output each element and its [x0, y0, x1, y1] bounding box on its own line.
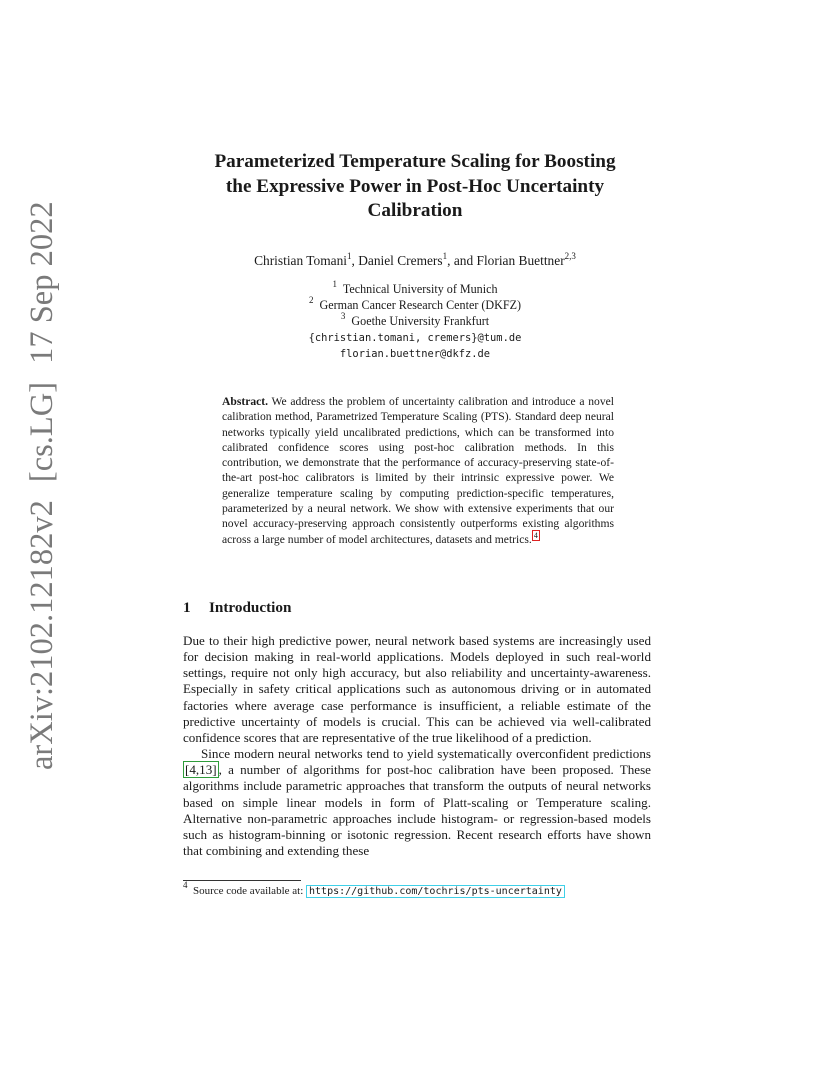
- affil-sup: 2,3: [564, 250, 576, 261]
- conjunction: and: [453, 253, 474, 268]
- footnote-mark: 4: [183, 880, 188, 891]
- arxiv-id: arXiv:2102.12182v2: [24, 500, 60, 770]
- author-list: Christian Tomani$^1$, Daniel Cremers$^1$, and Florian Buettner$^{2,3}$: [254, 250, 576, 268]
- footnote-rule: [183, 880, 301, 881]
- title-line: the Expressive Power in Post-Hoc Uncertainty: [225, 175, 605, 197]
- paragraph: Due to their high predictive power, neural network based systems are increasingly used for decision making in real-world applications. Models deployed in such real-world settings, require not only high accuracy, but also reliability and uncertainty-awareness. Especially in safety critical applications such as autonomous driving or in automated factories where average case performance is insufficient, a reliable estimate of the predictive uncertainty of models is crucial. This can be achieved via well-calibrated confidence scores that are representative of the true likelihood of a prediction.: [183, 633, 651, 745]
- section-heading: [183, 599, 291, 617]
- affiliation: $^1$ Technical University of Munich: [332, 278, 498, 296]
- affiliations: [200, 278, 630, 362]
- paper-title: [160, 150, 670, 224]
- citation-link[interactable]: [4,13]: [185, 762, 217, 778]
- title-line: Calibration: [367, 200, 463, 221]
- abstract-label: Abstract.: [222, 395, 269, 408]
- title-line: Parameterized Temperature Scaling for Boosting: [214, 151, 616, 172]
- section-title: Introduction: [209, 599, 292, 616]
- affiliation: $^2$ German Cancer Research Center (DKFZ): [308, 295, 522, 313]
- body-text: [183, 633, 651, 859]
- email-line: florian.buettner@dkfz.de: [339, 347, 491, 360]
- arxiv-date: 17 Sep 2022: [24, 201, 60, 364]
- source-code-link[interactable]: https://github.com/tochris/pts-uncertainty: [306, 885, 565, 898]
- affiliation: $^3$ Goethe University Frankfurt: [340, 311, 490, 329]
- email-line: {christian.tomani, cremers}@tum.de: [308, 331, 522, 344]
- arxiv-stamp: [22, 10, 62, 770]
- paragraph: Since modern neural networks tend to yield systematically overconfident predictions [4,13] , a number of algorithms for post-hoc calibration have been proposed. These algorithms include parametric approaches that transform the outputs of neural networks based on simple linear models in form of Platt-scaling or Temperature scaling. Alternative non-parametric approaches include histogram- or regression-based models such as histogram-binning or isotonic regression. Recent research efforts have shown that combining and extending these: [183, 746, 651, 859]
- footnote: [183, 880, 653, 899]
- footnote-text: Source code available at:: [193, 885, 304, 897]
- abstract: [222, 394, 614, 547]
- abstract-text: We address the problem of uncertainty calibration and introduce a novel calibration method, Parametrized Temperature Scaling (PTS). Standard deep neural networks typically yield uncalibrated predictions, which can be transformed into calibrated confidence scores using post-hoc calibration methods. In this contribution, we demonstrate that the performance of accuracy-preserving state-of-the-art post-hoc calibrators is limited by their intrinsic expressive power. We generalize temperature scaling by computing prediction-specific temperatures, parameterized by a neural network. We show with extensive experiments that our novel accuracy-preserving approach consistently outperforms existing algorithms across a large number of model architectures, datasets and metrics.: [222, 395, 614, 546]
- author-name: Christian Tomani: [254, 253, 347, 268]
- affil-sup: 1: [347, 250, 352, 261]
- arxiv-category: [cs.LG]: [24, 381, 60, 483]
- affil-sup: 1: [442, 250, 448, 261]
- footnote-link[interactable]: 4: [533, 530, 538, 540]
- section-number: 1: [183, 599, 191, 616]
- author-name: Florian Buettner: [476, 253, 565, 268]
- author-name: Daniel Cremers: [358, 253, 443, 268]
